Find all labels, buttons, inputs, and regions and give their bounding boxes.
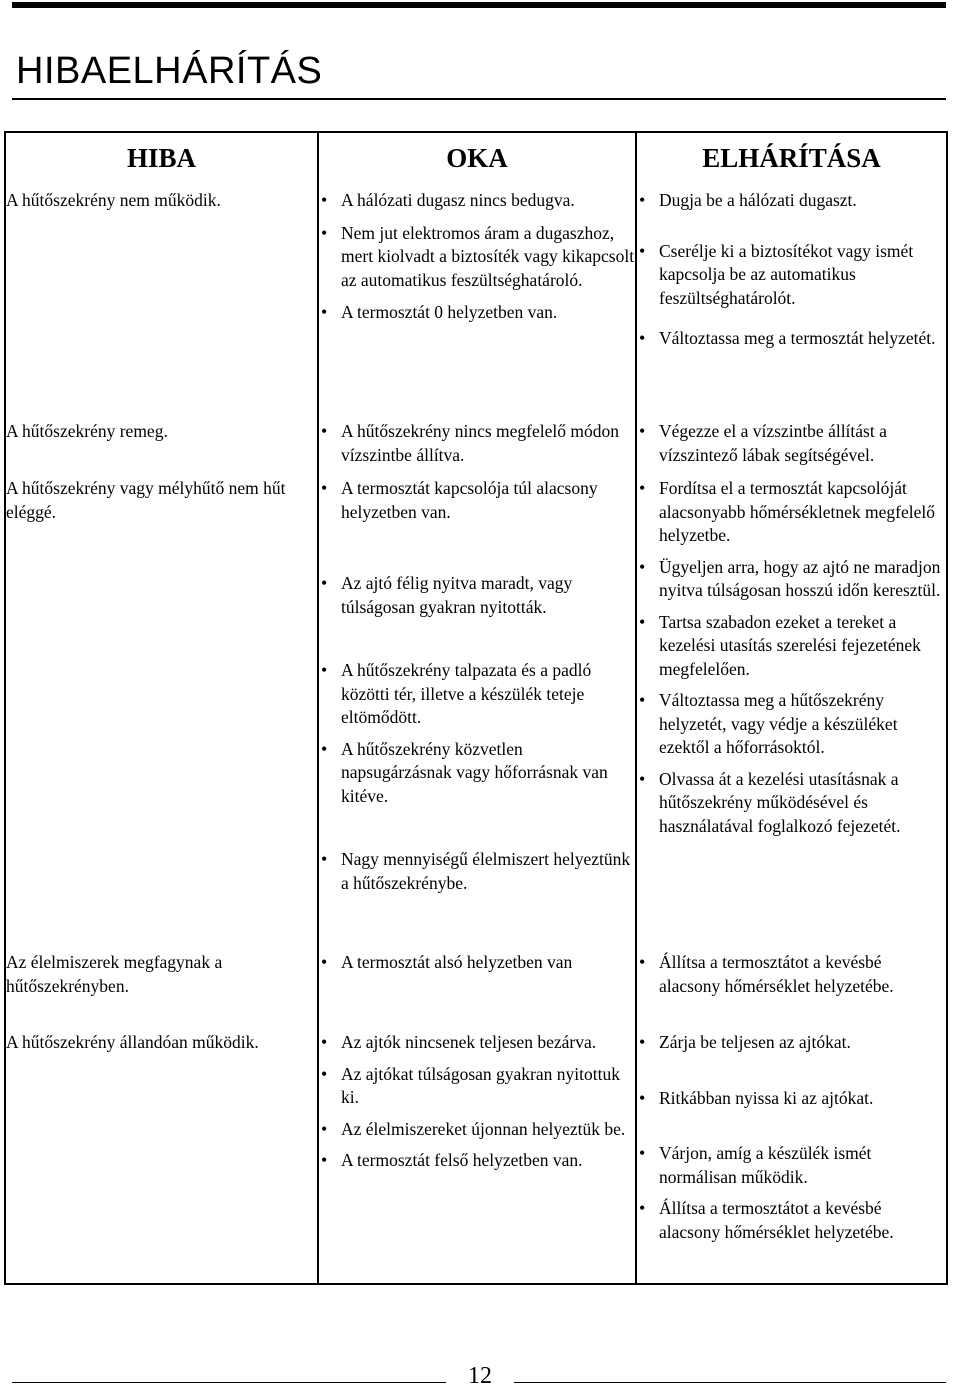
fix-item: • Végezze el a vízszintbe állítást a vízszintező lábak segítségével. xyxy=(637,420,946,467)
fix-item: • Változtassa meg a termosztát helyzetét. xyxy=(637,327,946,351)
table-row xyxy=(5,414,947,471)
fix-item: • Zárja be teljesen az ajtókat. xyxy=(637,1031,946,1055)
header-oka: OKA xyxy=(318,132,636,179)
fix-item: • Tartsa szabadon ezeket a tereket a kezelési utasítás szerelési fejezetének megfelelően. xyxy=(637,611,946,682)
fix-cell xyxy=(636,1025,947,1284)
cause-item: • A hűtőszekrény nincs megfelelő módon vízszintbe állítva. xyxy=(319,420,635,467)
fix-item: • Dugja be a hálózati dugaszt. xyxy=(637,189,946,213)
cause-cell xyxy=(318,1025,636,1284)
fix-item: • Állítsa a termosztátot a kevésbé alacsony hőmérséklet helyzetébe. xyxy=(637,1197,946,1244)
title-rule xyxy=(12,98,946,100)
top-rule xyxy=(12,2,946,8)
cause-item: • Nagy mennyiségű élelmiszert helyeztünk a hűtőszekrénybe. xyxy=(319,848,635,895)
cause-item: • A hűtőszekrény talpazata és a padló közötti tér, illetve a készülék teteje eltömődött. xyxy=(319,659,635,730)
cause-item: • Az élelmiszereket újonnan helyeztük be. xyxy=(319,1118,635,1142)
cause-cell xyxy=(318,945,636,1025)
fault-text: A hűtőszekrény állandóan működik. xyxy=(6,1032,259,1052)
cause-item: • A termosztát 0 helyzetben van. xyxy=(319,301,635,325)
cause-item: • Nem jut elektromos áram a dugaszhoz, mert kiolvadt a biztosíték vagy kikapcsolt az automatikus feszültséghatároló. xyxy=(319,222,635,293)
fix-cell xyxy=(636,414,947,471)
cause-item: • A hálózati dugasz nincs bedugva. xyxy=(319,189,635,213)
cause-item: • Az ajtók nincsenek teljesen bezárva. xyxy=(319,1031,635,1055)
cause-item: • A termosztát felső helyzetben van. xyxy=(319,1149,635,1173)
table-header-row xyxy=(5,132,947,179)
page-number: 12 xyxy=(446,1363,514,1389)
table-row xyxy=(5,945,947,1025)
fix-item: • Fordítsa el a termosztát kapcsolóját alacsonyabb hőmérsékletnek megfelelő helyzetbe. xyxy=(637,477,946,548)
troubleshooting-table xyxy=(4,131,948,1285)
cause-item: • Az ajtókat túlságosan gyakran nyitottuk ki. xyxy=(319,1063,635,1110)
fix-item: • Ritkábban nyissa ki az ajtókat. xyxy=(637,1087,946,1111)
cause-cell xyxy=(318,179,636,414)
fix-item: • Várjon, amíg a készülék ismét normálisan működik. xyxy=(637,1142,946,1189)
fault-cell xyxy=(5,414,318,471)
fault-cell xyxy=(5,179,318,414)
fault-text: A hűtőszekrény remeg. xyxy=(6,421,168,441)
cause-cell xyxy=(318,414,636,471)
page-title: HIBAELHÁRÍTÁS xyxy=(16,50,323,92)
cause-item: • A termosztát alsó helyzetben van xyxy=(319,951,635,975)
fix-cell xyxy=(636,471,947,945)
header-hiba: HIBA xyxy=(5,132,318,179)
fix-item: • Ügyeljen arra, hogy az ajtó ne maradjon nyitva túlságosan hosszú időn keresztül. xyxy=(637,556,946,603)
cause-cell xyxy=(318,471,636,945)
fix-item: • Olvassa át a kezelési utasításnak a hűtőszekrény működésével és használatával foglalkozó fejezetét. xyxy=(637,768,946,839)
fix-item: • Változtassa meg a hűtőszekrény helyzetét, vagy védje a készüléket ezektől a hőforrásoktól. xyxy=(637,689,946,760)
cause-item: • Az ajtó félig nyitva maradt, vagy túlságosan gyakran nyitották. xyxy=(319,572,635,619)
fault-text: A hűtőszekrény vagy mélyhűtő nem hűt eléggé. xyxy=(6,478,286,522)
fix-cell xyxy=(636,179,947,414)
fault-cell xyxy=(5,471,318,945)
table-row xyxy=(5,1025,947,1284)
fault-cell xyxy=(5,1025,318,1284)
header-elharitas: ELHÁRÍTÁSA xyxy=(636,132,947,179)
fault-text: A hűtőszekrény nem működik. xyxy=(6,190,221,210)
fault-text: Az élelmiszerek megfagynak a hűtőszekrényben. xyxy=(6,952,223,996)
table-row xyxy=(5,471,947,945)
table-row xyxy=(5,179,947,414)
cause-item: • A hűtőszekrény közvetlen napsugárzásnak vagy hőforrásnak van kitéve. xyxy=(319,738,635,809)
cause-item: • A termosztát kapcsolója túl alacsony helyzetben van. xyxy=(319,477,635,524)
fault-cell xyxy=(5,945,318,1025)
fix-item: • Cserélje ki a biztosítékot vagy ismét kapcsolja be az automatikus feszültséghatárolót. xyxy=(637,240,946,311)
fix-item: • Állítsa a termosztátot a kevésbé alacsony hőmérséklet helyzetébe. xyxy=(637,951,946,998)
fix-cell xyxy=(636,945,947,1025)
